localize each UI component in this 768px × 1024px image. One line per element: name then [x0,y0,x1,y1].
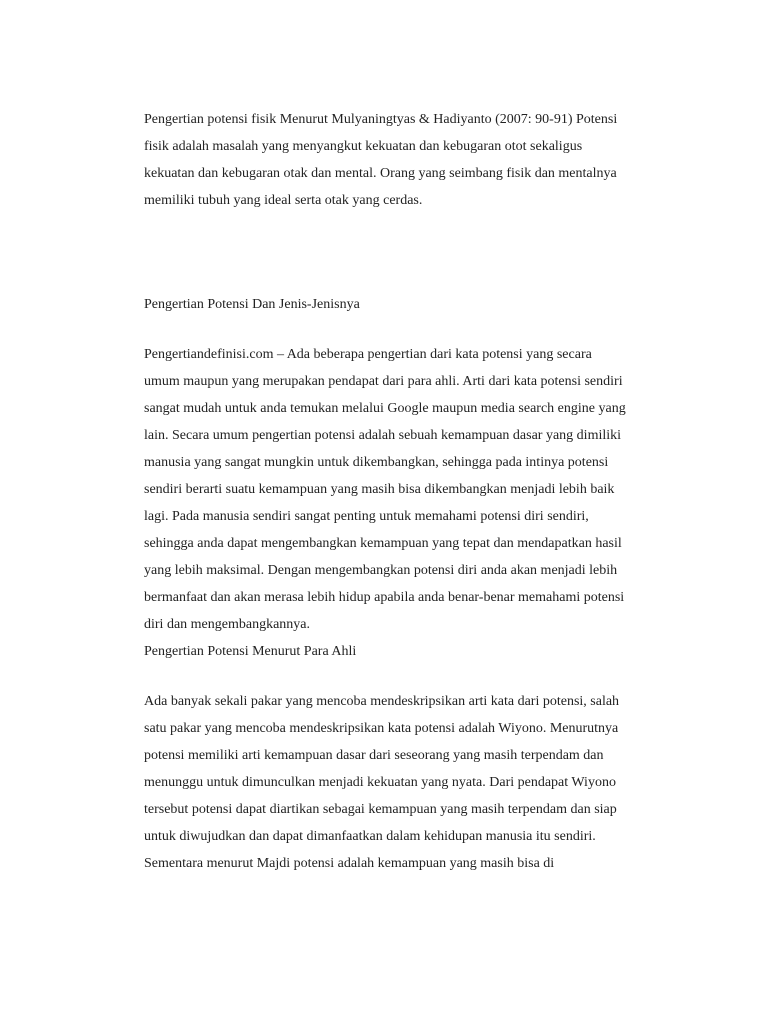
text-line: untuk diwujudkan dan dapat dimanfaatkan dalam kehidupan manusia itu sendiri. [144,829,596,844]
paragraph-expert-definitions [144,688,679,877]
text-line: Sementara menurut Majdi potensi adalah kemampuan yang masih bisa di [144,856,555,871]
document-body [144,106,679,877]
text-line: Pengertiandefinisi.com – Ada beberapa pengertian dari kata potensi yang secara [144,347,592,362]
paragraph-spacer [144,665,679,688]
heading-line: Pengertian Potensi Menurut Para Ahli [144,644,357,659]
section-heading-potential-types [144,291,679,318]
paragraph-spacer [144,318,679,341]
text-line: fisik adalah masalah yang menyangkut kekuatan dan kebugaran otot sekaligus [144,139,583,154]
paragraph-physical-potential [144,106,679,214]
text-line: Ada banyak sekali pakar yang mencoba mendeskripsikan arti kata dari potensi, salah [144,694,620,709]
text-line: tersebut potensi dapat diartikan sebagai kemampuan yang masih terpendam dan siap [144,802,617,817]
text-line: sendiri berarti suatu kemampuan yang masih bisa dikembangkan menjadi lebih baik [144,482,615,497]
text-line: sangat mudah untuk anda temukan melalui Google maupun media search engine yang [144,401,626,416]
text-line: lain. Secara umum pengertian potensi adalah sebuah kemampuan dasar yang dimiliki [144,428,622,443]
text-line: memiliki tubuh yang ideal serta otak yang cerdas. [144,193,423,208]
paragraph-spacer [144,214,679,291]
text-line: umum maupun yang merupakan pendapat dari para ahli. Arti dari kata potensi sendiri [144,374,623,389]
text-line: Pengertian potensi fisik Menurut Mulyaningtyas & Hadiyanto (2007: 90-91) Potensi [144,112,618,127]
text-line: diri dan mengembangkannya. [144,617,311,632]
text-line: bermanfaat dan akan merasa lebih hidup apabila anda benar-benar memahami potensi [144,590,625,605]
text-line: menunggu untuk dimunculkan menjadi kekuatan yang nyata. Dari pendapat Wiyono [144,775,616,790]
text-line: lagi. Pada manusia sendiri sangat penting untuk memahami potensi diri sendiri, [144,509,589,524]
text-line: sehingga anda dapat mengembangkan kemampuan yang tepat dan mendapatkan hasil [144,536,622,551]
paragraph-potential-definition [144,341,679,638]
text-line: potensi memiliki arti kemampuan dasar dari seseorang yang masih terpendam dan [144,748,604,763]
text-line: yang lebih maksimal. Dengan mengembangkan potensi diri anda akan menjadi lebih [144,563,618,578]
text-line: satu pakar yang mencoba mendeskripsikan kata potensi adalah Wiyono. Menurutnya [144,721,619,736]
text-line: manusia yang sangat mungkin untuk dikembangkan, sehingga pada intinya potensi [144,455,609,470]
text-line: kekuatan dan kebugaran otak dan mental. Orang yang seimbang fisik dan mentalnya [144,166,617,181]
heading-line: Pengertian Potensi Dan Jenis-Jenisnya [144,297,360,312]
section-heading-expert-opinions [144,638,679,665]
